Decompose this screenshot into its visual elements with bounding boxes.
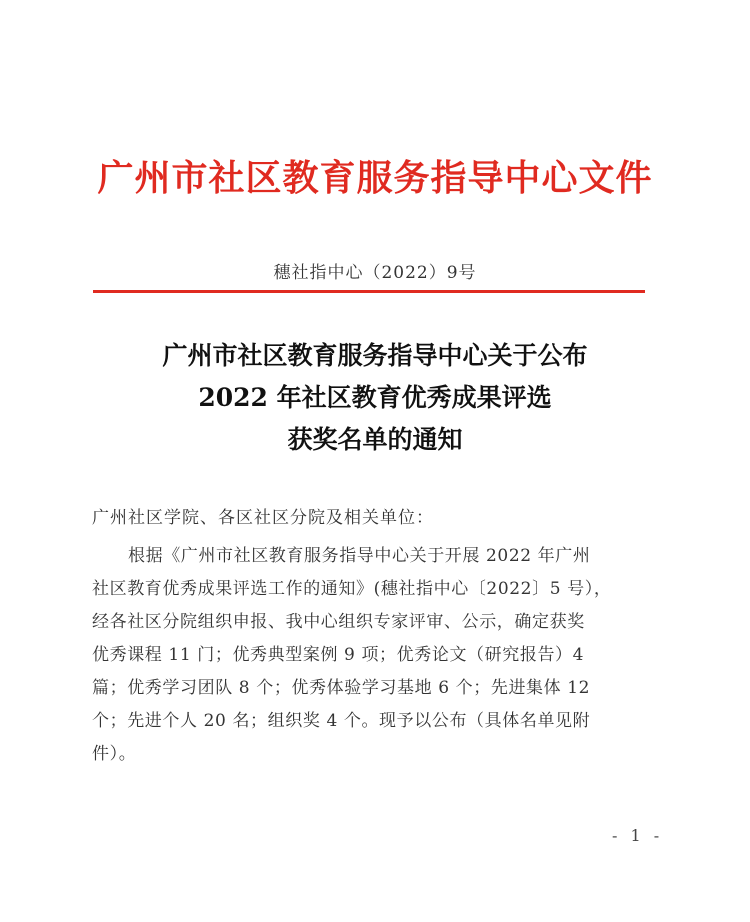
notice-title-line: 获奖名单的通知 <box>287 425 463 454</box>
body-line: 件）。 <box>92 744 137 764</box>
notice-title <box>0 335 750 461</box>
body-paragraph <box>92 540 658 771</box>
notice-title-line: 广州市社区教育服务指导中心关于公布 <box>162 341 588 370</box>
body-line: 优秀课程 11 门；优秀典型案例 9 项；优秀论文（研究报告）4 <box>92 645 585 665</box>
body-line: 篇；优秀学习团队 8 个；优秀体验学习基地 6 个；先进集体 12 <box>92 678 591 698</box>
body-line: 个；先进个人 20 名；组织奖 4 个。现予以公布（具体名单见附 <box>92 711 591 731</box>
addressee: 广州社区学院、各区社区分院及相关单位： <box>92 508 434 528</box>
body-line: 根据《广州市社区教育服务指导中心关于开展 2022 年广州 <box>128 546 591 566</box>
red-divider-line <box>93 290 645 293</box>
body-line: 社区教育优秀成果评选工作的通知》(穗社指中心〔2022〕5 号）， <box>92 579 612 599</box>
body-line: 经各社区分院组织申报、我中心组织专家评审、公示，确定获奖 <box>92 612 585 632</box>
notice-title-line: 2022 年社区教育优秀成果评选 <box>198 383 552 412</box>
document-header-title: 广州市社区教育服务指导中心文件 <box>97 158 653 199</box>
document-number: 穗社指中心（2022）9号 <box>273 263 477 283</box>
page-number: - 1 - <box>612 826 664 845</box>
